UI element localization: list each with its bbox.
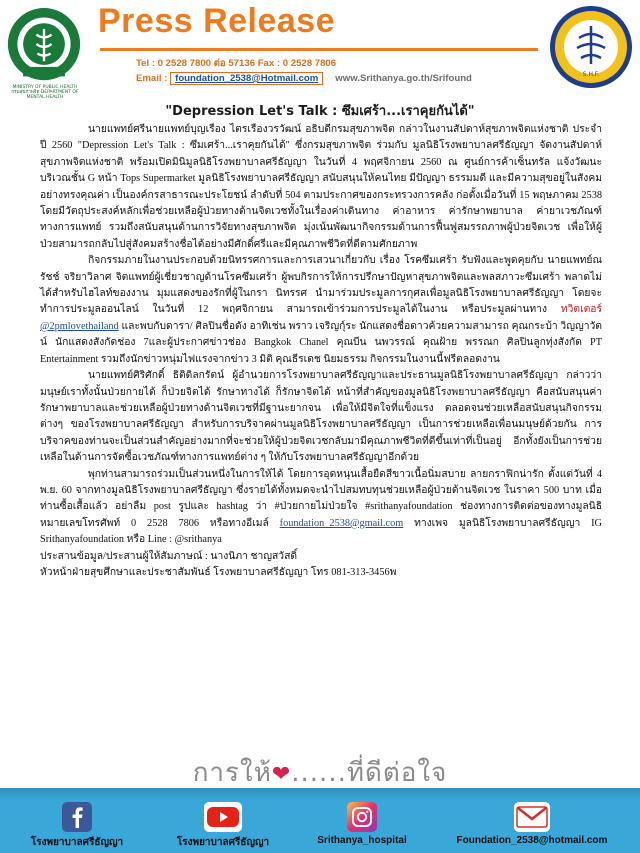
foundation-email-link[interactable]: foundation_2538@gmail.com: [279, 517, 404, 529]
social-instagram[interactable]: [306, 802, 418, 850]
srithanya-foundation-logo: [548, 4, 634, 90]
paragraph-4: [40, 467, 602, 549]
tagline-post: ที่ดีต่อใจ: [346, 758, 448, 788]
right-logo-caption: S.H.F.: [582, 71, 600, 78]
paragraph-4-post: ทางเพจ มูลนิธิโรงพยาบาลศรีธัญญา IG Srithanyafoundation หรือ Line : @srithanya: [40, 517, 602, 546]
youtube-icon: [204, 802, 242, 832]
header-divider: [100, 48, 538, 51]
website-link[interactable]: www.Srithanya.go.th/Srifound: [335, 73, 472, 84]
footer-wave: [0, 788, 640, 800]
paragraph-2-pre: กิจกรรมภายในงานประกอบด้วยนิทรรศการและการเสวนาเกี่ยวกับ เรื่อง โรคซึมเศร้า รับฟังและพูดคุยกับ นายแพทย์ณรัชช์ จริยาวิลาศ จิตแพทย์ผู้เชี่ยวชาญด้านโรคซึมเศร้า ผู้พบกิรการให้การปรึกษาปัญหาสุขภาพจิตและพลสภาวะซึมเศร้า พลาดไม่ได้สำหรับไฮไลท์ของงาน มุมแสดงของรักที่ผู้ในกรา นิทรรศ นำมาร่วมประมูลการกุศลเพื่อมูลนิธิโรงพยาบาลศรีธัญญา โดยจะทำการประมูลออนไลน์ ในวันที่ 12 พฤศจิกายน สามารถเข้าร่วมการประมูลได้ในงาน หรือประมูลผ่านทาง: [40, 255, 602, 316]
press-release-title: Press Release: [98, 2, 336, 40]
signoff-contact: ประสานข้อมูล/ประสานผู้ให้สัมภาษณ์ : นางนิภา ชาญสวัสดิ์: [40, 550, 298, 562]
tagline-dots: ......: [291, 758, 347, 788]
paragraph-1: นายแพทย์ศรีนายแพทย์บุญเรือง ไตรเรืองวรวัฒน์ อธิบดีกรมสุขภาพจิต กล่าวในงานสัปดาห์สุขภาพจิตแห่งชาติ ประจำปี 2560 "Depression Let's Talk : ซึมเศร้า...เราคุยกันได้" ซึ่งกรมสุขภาพจิต ร่วมกับ มูลนิธิโรงพยาบาลศรีธัญญา จัดงานสัปดาห์สุขภาพจิตแห่งชาติ พร้อมเปิดมินิมูลนิธิโรงพยาบาลศรีธัญญา ในวันที่ 4 พฤศจิกายน 2560 ณ ศูนย์การค้าเซ็นทรัล แจ้งวัฒนะ บริเวณชั้น G หน้า Tops Supermarket มูลนิธิโรงพยาบาลศรีธัญญา สนับสนุนให้คนไทย มีปัญญา ธรรมมดี และมีความสุขอยู่ในสังคมอย่างทรงคุณค่า เป็นองค์กรสาธารณะประโยชน์ ลำดับที่ 504 ตามประกาศของกระทรวงการคลัง ก่อตั้งเมื่อวันที่ 15 พฤษภาคม 2538 โดยมีวัตถุประสงค์หลักเพื่อช่วยเหลือผู้ป่วยทางด้านจิตเวชทั้งในเรื่องค่าเดินทาง ค่าอาหาร ค่ารักษาพยาบาล ค่ายาเวชภัณฑ์ทางการแพทย์ รวมถึงสนับสนุนด้านการวิจัยทางสุขภาพจิต มุ่งเน้นพัฒนากิจกรรมด้านการฟื้นฟูสมรรถภาพผู้ป่วยจิตเวช เพื่อให้ผู้ป่วยสามารถกลับไปสู่สังคมสร้างชื่อได้อย่างมีศักดิ์ศรีและมีคุณภาพชีวิตที่ดีตามศักยภาพ: [40, 124, 602, 250]
social-email[interactable]: [432, 802, 632, 850]
email-label: Email :: [136, 73, 171, 84]
signoff-title: หัวหน้าฝ่ายสุขศึกษาและประชาสัมพันธ์ โรงพยาบาลศรีธัญญา โทร 081-313-3456พ: [40, 566, 397, 578]
email-info: [136, 73, 472, 84]
mail-icon: [514, 802, 550, 832]
social-footer-bar: [0, 788, 640, 853]
logo-caption: MINISTRY OF PUBLIC HEALTH กรมสุขภาพจิต DEPARTMENT OF MENTAL HEALTH: [11, 85, 79, 100]
document-title: "Depression Let's Talk : ซึมเศร้า...เราคุยกันได้": [165, 104, 475, 119]
social-youtube[interactable]: [160, 802, 286, 850]
facebook-label: โรงพยาบาลศรีธัญญา: [30, 837, 124, 848]
footer-tagline: [0, 752, 640, 793]
youtube-label: โรงพยาบาลศรีธัญญา: [176, 837, 270, 848]
paragraph-3: นายแพทย์ศิริศักดิ์ ธิติดิลกรัตน์ ผู้อำนวยการโรงพยาบาลศรีธัญญาและประธานมูลนิธิโรงพยาบาลศรีธัญญา กล่าวว่า มนุษย์เราทั้งนั้นป่วยกายได้ ก็ป่วยจิตได้ รักษาทางได้ ก็รักษาจิตได้ หน้าที่สำคัญของมูลนิธิโรงพยาบาลศรีธัญญา คือสนับสนุนค่ารักษาพยาบาลและช่วยเหลือผู้ป่วยทางด้านจิตเวชที่มีฐานะยากจน เพื่อให้มีจิตใจที่แข็งแรง ตลอดจนช่วยเหลือสนับสนุนกิจกรรมต่างๆ ของโรงพยาบาลศรีธัญญา สำหรับการบริจาคผ่านมูลนิธิโรงพยาบาลศรีธัญญา เป็นการช่วยเหลือเพื่อนมนุษย์ด้วยกัน การบริจาคของท่านจะเป็นส่วนสำคัญอย่างมากที่จะช่วยให้ผู้ป่วยจิตเวชกลับมามีคุณภาพชีวิตที่ดีขึ้นเท่าที่เป็นอยู่ อีกทั้งยังเป็นการช่วยเหลือในด้านการจัดซื้อเวชภัณฑ์ทางการแพทย์ต่าง ๆ ให้กับโรงพยาบาลศรีธัญญาอีกด้วย: [40, 370, 602, 464]
press-header: [0, 0, 640, 100]
paragraph-4-pre: พุกท่านสามารถร่วมเป็นส่วนหนึ่งในการให้ได้ โดยการอุดหนุนเสื้อยืดสีขาวเนื้อนิ่มสบาย ลายกราฟิกน่ารัก ตั้งแต่วันที่ 4 พ.ย. 60 จากทางมูลนิธิโรงพยาบาลศรีธัญญา ซึ่งรายได้ทั้งหมดจะนำไปสมทบทุนช่วยเหลือผู้ป่วยด้านจิตเวช ในราคา 500 บาท เมื่อท่านซื้อเสื้อแล้ว อย่าลืม post รูปและ hashtag ว่า #ป่วยกายไม่ป่วยใจ #srithanyafoundation ช่องทางการติดต่อของทางมูลนิธิ หมายเลขโทรศัพท์ 0 2528 7806 หรือทางอีเมล์: [40, 468, 602, 529]
social-facebook[interactable]: [14, 802, 140, 850]
paragraph-2: [40, 253, 602, 368]
email-label: Foundation_2538@hotmail.com: [456, 835, 608, 846]
tagline-pre: การให้: [192, 758, 272, 788]
contact-info: Tel : 0 2528 7800 ต่อ 57136 Fax : 0 2528 7806: [136, 58, 337, 69]
ministry-of-public-health-logo: [6, 6, 82, 86]
twitter-handle-link[interactable]: @2pmlovethailand: [40, 320, 119, 332]
instagram-icon: [347, 802, 377, 832]
facebook-icon: [62, 802, 92, 832]
heart-icon: ❤: [271, 762, 292, 787]
instagram-label: Srithanya_hospital: [317, 835, 407, 846]
document-body: [40, 122, 602, 581]
paragraph-2-post: และพบกับดารา/ ศิลปินชื่อดัง อาทิเช่น พราว เจริญกุ์ระ นักแสดงชื่อดาวค้วยความสามารถ คุณกระบ้า วิญญาวัตน์ นักแสดงสังกัดช่อง 7และผู้ประกาศข่าวช่อง Bangkok Chanel คุณบีน นพวรรณ์ คุณฝ้าย พรรณก ศิลปินลูกทุ่งสังกัด PT Entertainment รวมถึงนักข่าวหนุ่มไฟแรงจากข่าว 3 มิติ คุณธีรเดช นิยมธรรม กิจกรรมในงานนี้ฟรีตลอดงาน: [40, 320, 602, 365]
twitter-highlight: ทวิตเตอร์: [560, 304, 602, 316]
header-email-link[interactable]: foundation_2538@Hotmail.com: [170, 72, 323, 85]
